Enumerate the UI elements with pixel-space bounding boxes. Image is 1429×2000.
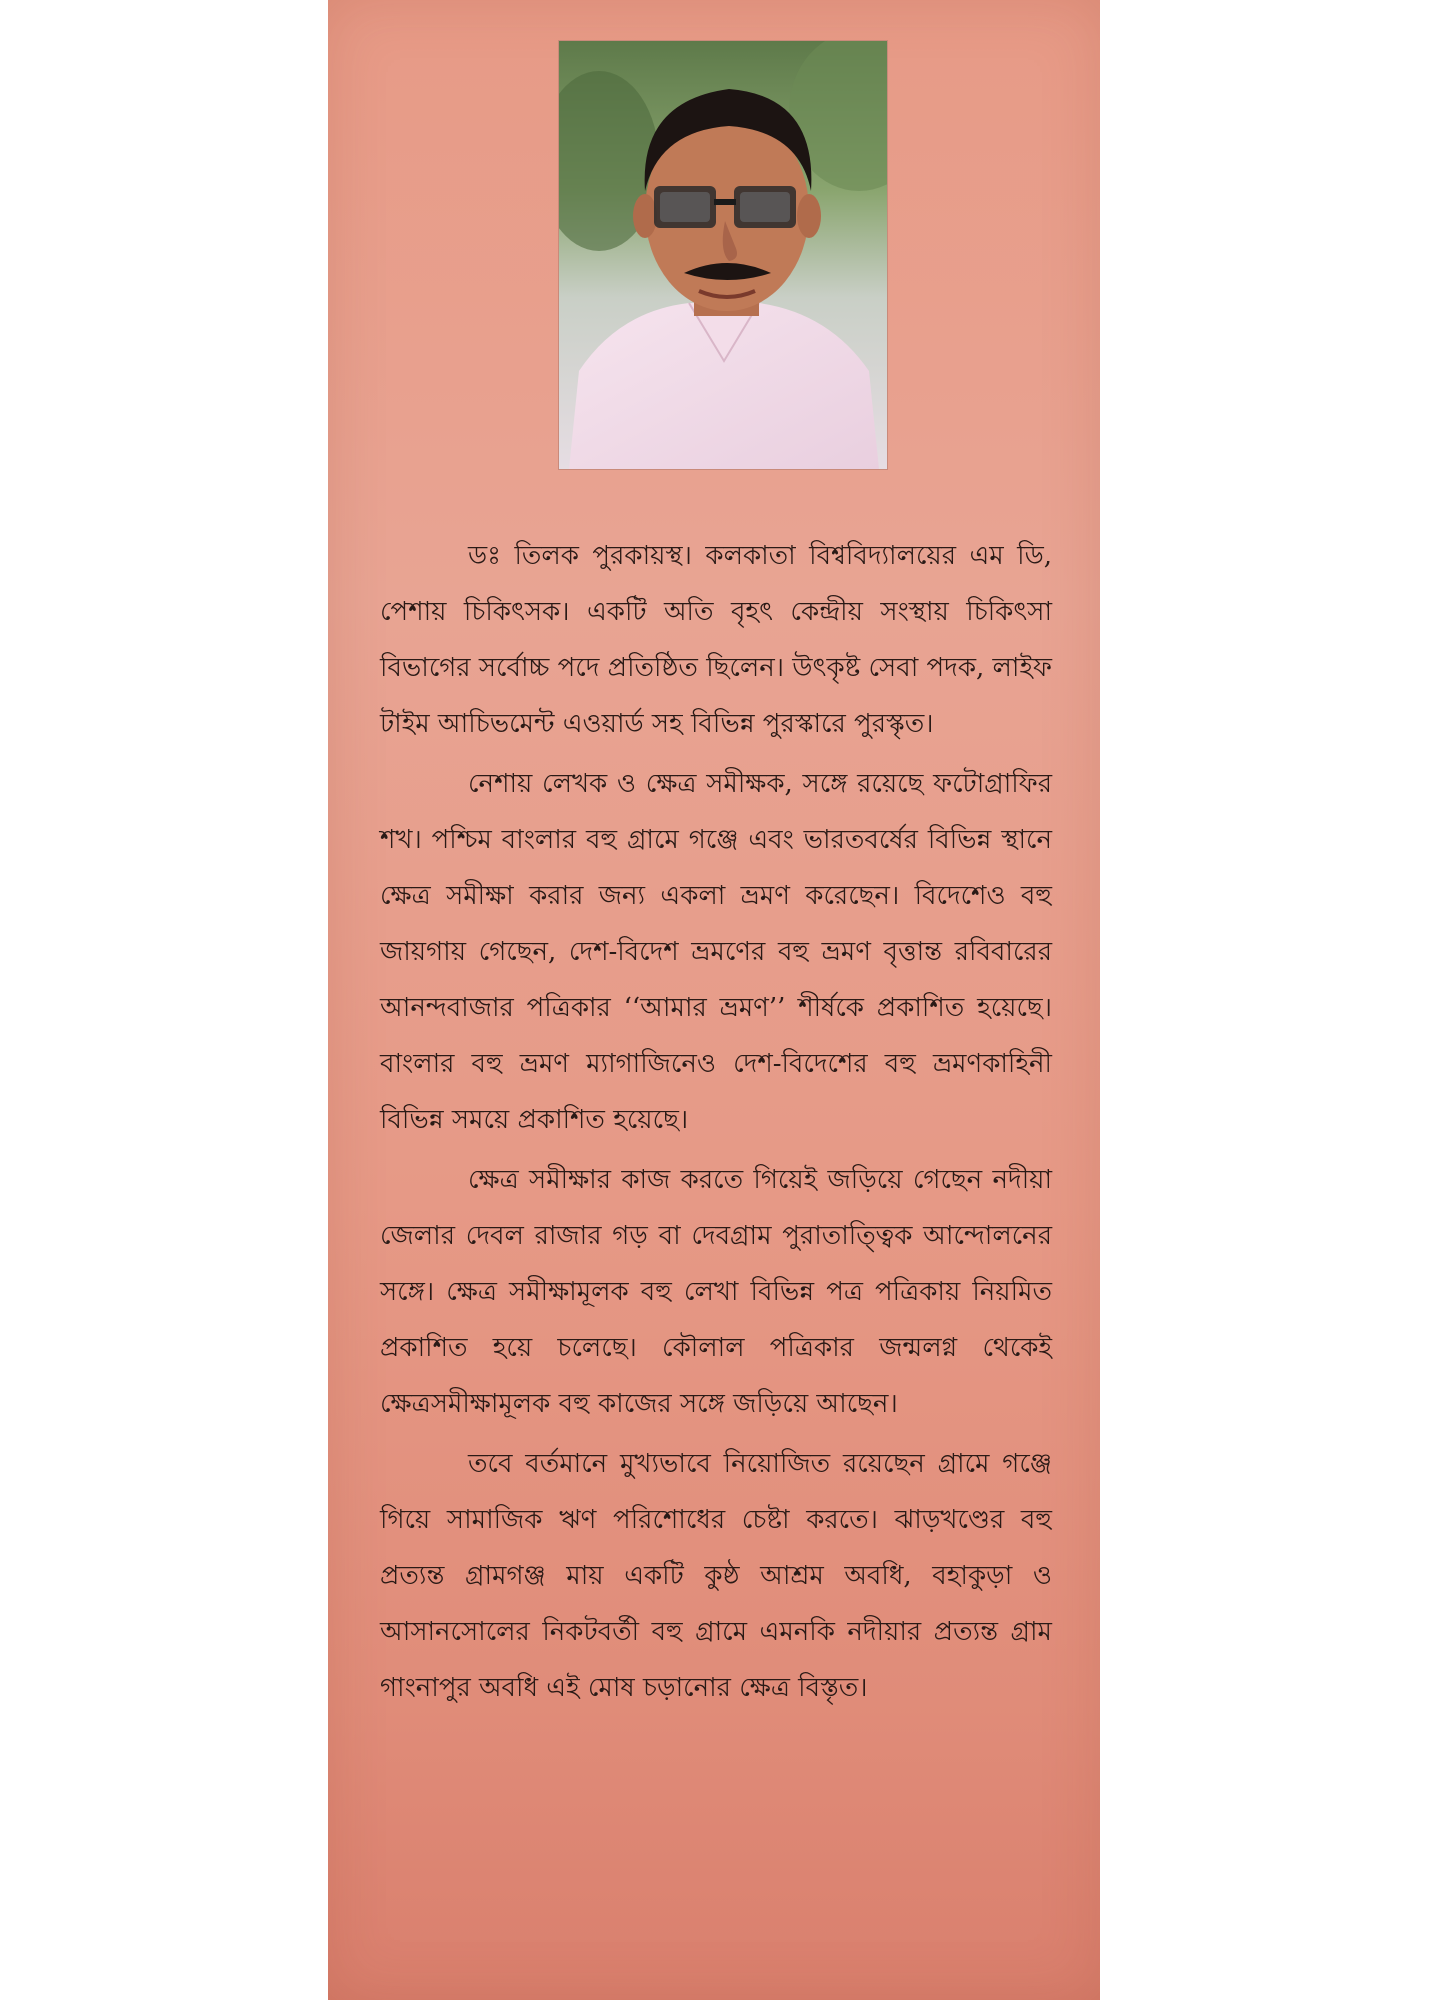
bio-paragraph: তবে বর্তমানে মুখ্যভাবে নিয়োজিত রয়েছেন গ্রামে গঞ্জে গিয়ে সামাজিক ঋণ পরিশোধের চেষ্টা করতে। ঝাড়খণ্ডের বহু প্রত্যন্ত গ্রামগঞ্জ মায় একটি কুষ্ঠ আশ্রম অবধি, বহাকুড়া ও আসানসোলের নিকটবর্তী বহু গ্রামে এমনকি নদীয়ার প্রত্যন্ত গ্রাম গাংনাপুর অবধি এই মোষ চড়ানোর ক্ষেত্র বিস্তৃত। (380, 1449, 1052, 1703)
bio-paragraph: নেশায় লেখক ও ক্ষেত্র সমীক্ষক, সঙ্গে রয়েছে ফটোগ্রাফির শখ। পশ্চিম বাংলার বহু গ্রামে গঞ্জে এবং ভারতবর্ষের বিভিন্ন স্থানে ক্ষেত্র সমীক্ষা করার জন্য একলা ভ্রমণ করেছেন। বিদেশেও বহু জায়গায় গেছেন, দেশ-বিদেশ ভ্রমণের বহু ভ্রমণ বৃত্তান্ত রবিবারের আনন্দবাজার পত্রিকার ‘‘আমার ভ্রমণ’’ শীর্ষকে প্রকাশিত হয়েছে। বাংলার বহু ভ্রমণ ম্যাগাজিনেও দেশ-বিদেশের বহু ভ্রমণকাহিনী বিভিন্ন সময়ে প্রকাশিত হয়েছে। (380, 769, 1052, 1135)
author-bio (380, 528, 1052, 1720)
author-photo (558, 40, 888, 470)
bio-paragraph: ক্ষেত্র সমীক্ষার কাজ করতে গিয়েই জড়িয়ে গেছেন নদীয়া জেলার দেবল রাজার গড় বা দেবগ্রাম পুরাতাত্ত্বিক আন্দোলনের সঙ্গে। ক্ষেত্র সমীক্ষামূলক বহু লেখা বিভিন্ন পত্র পত্রিকায় নিয়মিত প্রকাশিত হয়ে চলেছে। কৌলাল পত্রিকার জন্মলগ্ন থেকেই ক্ষেত্রসমীক্ষামূলক বহু কাজের সঙ্গে জড়িয়ে আছেন। (380, 1165, 1052, 1419)
bio-paragraph: ডঃ তিলক পুরকায়স্থ। কলকাতা বিশ্ববিদ্যালয়ের এম ডি, পেশায় চিকিৎসক। একটি অতি বৃহৎ কেন্দ্রীয় সংস্থায় চিকিৎসা বিভাগের সর্বোচ্চ পদে প্রতিষ্ঠিত ছিলেন। উৎকৃষ্ট সেবা পদক, লাইফ টাইম আচিভমেন্ট এওয়ার্ড সহ বিভিন্ন পুরস্কারে পুরস্কৃত। (380, 541, 1052, 739)
